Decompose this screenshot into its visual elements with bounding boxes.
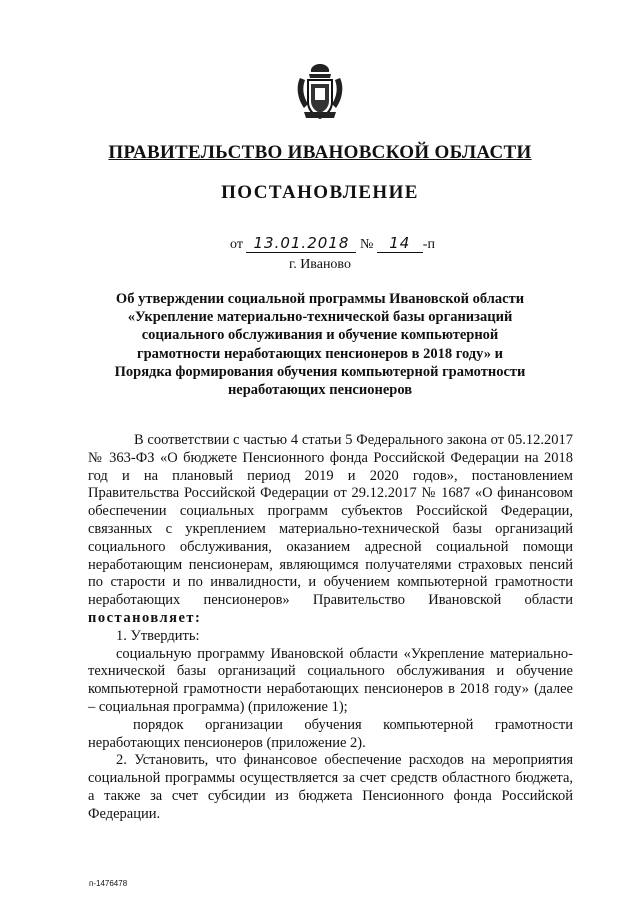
organization-name: ПРАВИТЕЛЬСТВО ИВАНОВСКОЙ ОБЛАСТИ (108, 142, 532, 163)
date-number-line (230, 234, 435, 253)
date-prefix: от (230, 237, 243, 252)
paragraph-program: социальную программу Ивановской области «Укрепление материально-технической базы организаций социального обслуживания и обучение компьютерной грамотности неработающих пенсионеров в 2018 году» (далее – социальная программа) (приложение 1); (88, 645, 573, 715)
preamble-text: В соответствии с частью 4 статьи 5 Федерального закона от 05.12.2017 № 363-ФЗ «О бюджете Пенсионного фонда Российской Федерации на 2018 год и на плановый период 2019 и 2020 годов», постановлением Правительства Российской Федерации от 29.12.2017 № 1687 «О финансовом обеспечении социальных программ субъектов Российской Федерации, связанных с укреплением материально-технической базы организаций социального обслуживания, оказанием адресной социальной помощи неработающим пенсионерам, являющимся получателями страховых пенсий по старости и по инвалидности, и обучением компьютерной грамотности неработающих пенсионеров» Правительство Ивановской области (88, 432, 573, 609)
paragraph-preamble (88, 432, 573, 628)
document-number: 14 (377, 234, 423, 253)
paragraph-item-2: 2. Установить, что финансовое обеспечение расходов на мероприятия социальной программы осуществляется за счет средств областного бюджета, а также за счет субсидии из бюджета Пенсионного фонда Российской Федерации. (88, 752, 573, 822)
coat-of-arms-icon (294, 58, 346, 122)
document-date: 13.01.2018 (246, 234, 356, 253)
document-code: п-1476478 (89, 879, 128, 888)
paragraph-item-1: 1. Утвердить: (116, 627, 200, 644)
document-title: Об утверждении социальной программы Ивановской области «Укрепление материально-технической базы организаций социального обслуживания и обучение компьютерной грамотности неработающих пенсионеров в 2018 году» и Порядка формирования обучения компьютерной грамотности неработающих пенсионеров (114, 291, 526, 399)
decree-word: постановляет: (88, 609, 202, 626)
document-body (88, 432, 573, 824)
city: г. Иваново (289, 257, 351, 272)
number-suffix: -п (422, 237, 435, 252)
number-label: № (359, 237, 374, 252)
paragraph-procedure: порядок организации обучения компьютерной грамотности неработающих пенсионеров (приложение 2). (88, 716, 573, 751)
document-type: ПОСТАНОВЛЕНИЕ (221, 182, 419, 203)
